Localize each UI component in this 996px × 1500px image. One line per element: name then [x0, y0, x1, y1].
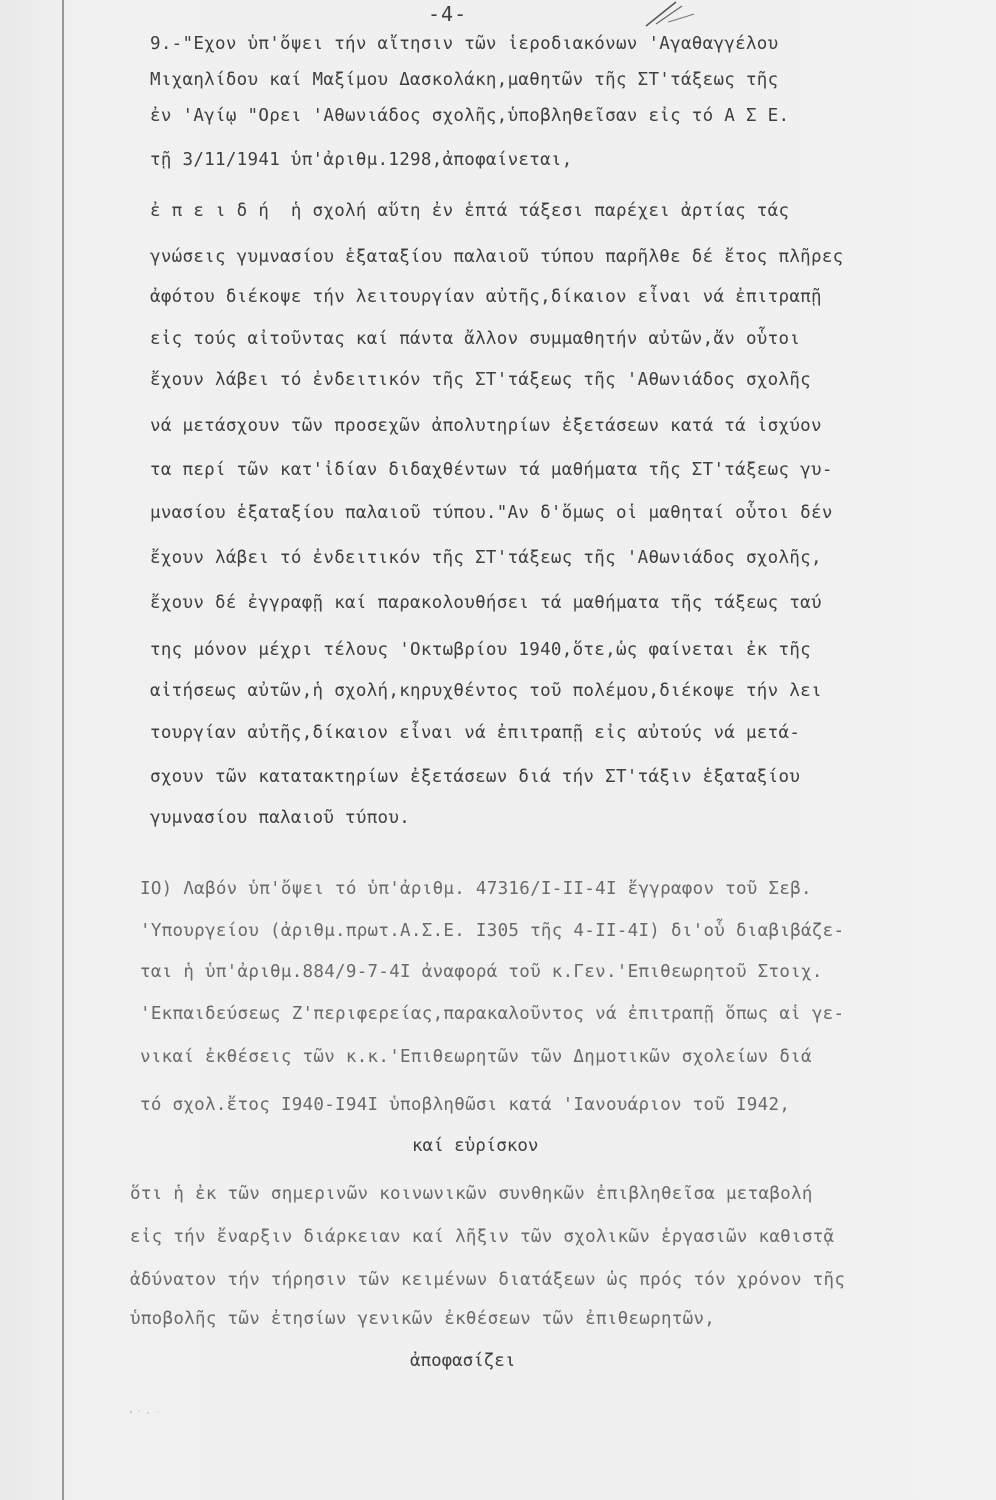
item9-line-1: 9.-"Εχον ὑπ'ὄψει τήν αἴτησιν τῶν ἱεροδιακόνων 'Αγαθαγγέλου	[150, 34, 779, 54]
item9-line-11: τα περί τῶν κατ'ἰδίαν διδαχθέντων τά μαθήματα τῆς ΣΤ'τάξεως γυ-	[150, 460, 833, 480]
item9-line-18: σχουν τῶν κατατακτηρίων ἐξετάσεων διά τήν ΣΤ'τάξιν ἑξαταξίου	[150, 767, 801, 787]
item9-line-17: τουργίαν αὐτῆς,δίκαιον εἶναι νά ἐπιτραπῇ εἰς αὐτούς νά μετά-	[150, 723, 801, 743]
item9-line-2: Μιχαηλίδου καί Μαξίμου Δασκολάκη,μαθητῶν τῆς ΣΤ'τάξεως τῆς	[150, 70, 779, 90]
item9-line-7: ἀφότου διέκοψε τήν λειτουργίαν αὐτῆς,δίκαιον εἶναι νά ἐπιτραπῇ	[150, 287, 822, 307]
item9-line-13: ἔχουν λάβει τό ἐνδειτικόν τῆς ΣΤ'τάξεως τῆς 'Αθωνιάδος σχολῆς,	[150, 548, 822, 568]
heading-found: καί εὑρίσκον	[412, 1136, 539, 1156]
item9-line-15: της μόνον μέχρι τέλους 'Οκτωβρίου 1940,ὅτε,ὡς φαίνεται ἐκ τῆς	[150, 640, 811, 660]
item9-line-3: ἐν 'Αγίῳ "Ορει 'Αθωνιάδος σχολῆς,ὑποβληθεῖσαν εἰς τό Α Σ Ε.	[150, 106, 790, 126]
item9-line-16: αἰτήσεως αὐτῶν,ἡ σχολή,κηρυχθέντος τοῦ πολέμου,διέκοψε τήν λει	[150, 681, 822, 701]
item10-after-line-1: ὅτι ἡ ἐκ τῶν σημερινῶν κοινωνικῶν συνθηκῶν ἐπιβληθεῖσα μεταβολή	[130, 1184, 813, 1204]
item9-line-9: ἔχουν λάβει τό ἐνδειτικόν τῆς ΣΤ'τάξεως τῆς 'Αθωνιάδος σχολῆς	[150, 370, 811, 390]
item9-line-4: τῇ 3/11/1941 ὑπ'ἀριθμ.1298,ἀποφαίνεται,	[150, 150, 573, 170]
item10-line-6: τό σχολ.ἔτος I940-I94I ὑποβληθῶσι κατά 'Ιανουάριον τοῦ I942,	[140, 1095, 791, 1115]
margin-rule	[62, 0, 64, 1500]
item9-line-14: ἔχουν δέ ἐγγραφῇ καί παρακολουθήσει τά μαθήματα τῆς τάξεως ταύ	[150, 593, 822, 613]
item9-line-5: ἐ π ε ι δ ή ἡ σχολή αὕτη ἐν ἑπτά τάξεσι παρέχει ἀρτίας τάς	[150, 201, 790, 221]
page-number: -4-	[428, 2, 468, 26]
item10-line-3: ται ἡ ὑπ'ἀριθμ.884/9-7-4I ἀναφορά τοῦ κ.Γεν.'Επιθεωρητοῦ Στοιχ.	[140, 962, 823, 982]
item10-after-line-3: ἀδύνατον τήν τήρησιν τῶν κειμένων διατάξεων ὡς πρός τόν χρόνον τῆς	[130, 1270, 846, 1290]
item10-line-5: νικαί ἐκθέσεις τῶν κ.κ.'Επιθεωρητῶν τῶν Δημοτικῶν σχολείων διά	[140, 1047, 812, 1067]
item10-line-1: IO) Λαβόν ὑπ'ὄψει τό ὑπ'ἀριθμ. 47316/I-II-4I ἔγγραφον τοῦ Σεβ.	[140, 879, 812, 899]
item10-line-4: 'Εκπαιδεύσεως Ζ'περιφερείας,παρακαλοῦντος νά ἐπιτραπῇ ὅπως αἱ γε-	[140, 1004, 845, 1024]
item9-line-8: εἰς τούς αἰτοῦντας καί πάντα ἄλλον συμμαθητήν αὐτῶν,ἄν οὗτοι	[150, 329, 801, 349]
item10-after-line-4: ὑποβολῆς τῶν ἐτησίων γενικῶν ἐκθέσεων τῶν ἐπιθεωρητῶν,	[130, 1309, 716, 1329]
item9-line-12: μνασίου ἑξαταξίου παλαιοῦ τύπου."Αν δ'ὅμως οἱ μαθηταί οὗτοι δέν	[150, 503, 833, 523]
item10-after-line-2: εἰς τήν ἔναρξιν διάρκειαν καί λῆξιν τῶν σχολικῶν ἐργασιῶν καθιστᾷ	[130, 1227, 835, 1247]
heading-decides: ἀποφασίζει	[410, 1351, 516, 1371]
item9-line-19: γυμνασίου παλαιοῦ τύπου.	[150, 808, 411, 828]
ink-speck-icon	[128, 1409, 162, 1415]
item10-line-2: 'Υπουργείου (ἀριθμ.πρωτ.Α.Σ.Ε. I305 τῆς 4-II-4I) δι'οὗ διαβιβάζε-	[140, 921, 845, 941]
item9-line-6: γνώσεις γυμνασίου ἑξαταξίου παλαιοῦ τύπου παρῆλθε δέ ἔτος πλῆρες	[150, 247, 844, 267]
item9-line-10: νά μετάσχουν τῶν προσεχῶν ἀπολυτηρίων ἐξετάσεων κατά τά ἰσχύον	[150, 416, 822, 436]
pen-mark-icon	[642, 0, 702, 30]
